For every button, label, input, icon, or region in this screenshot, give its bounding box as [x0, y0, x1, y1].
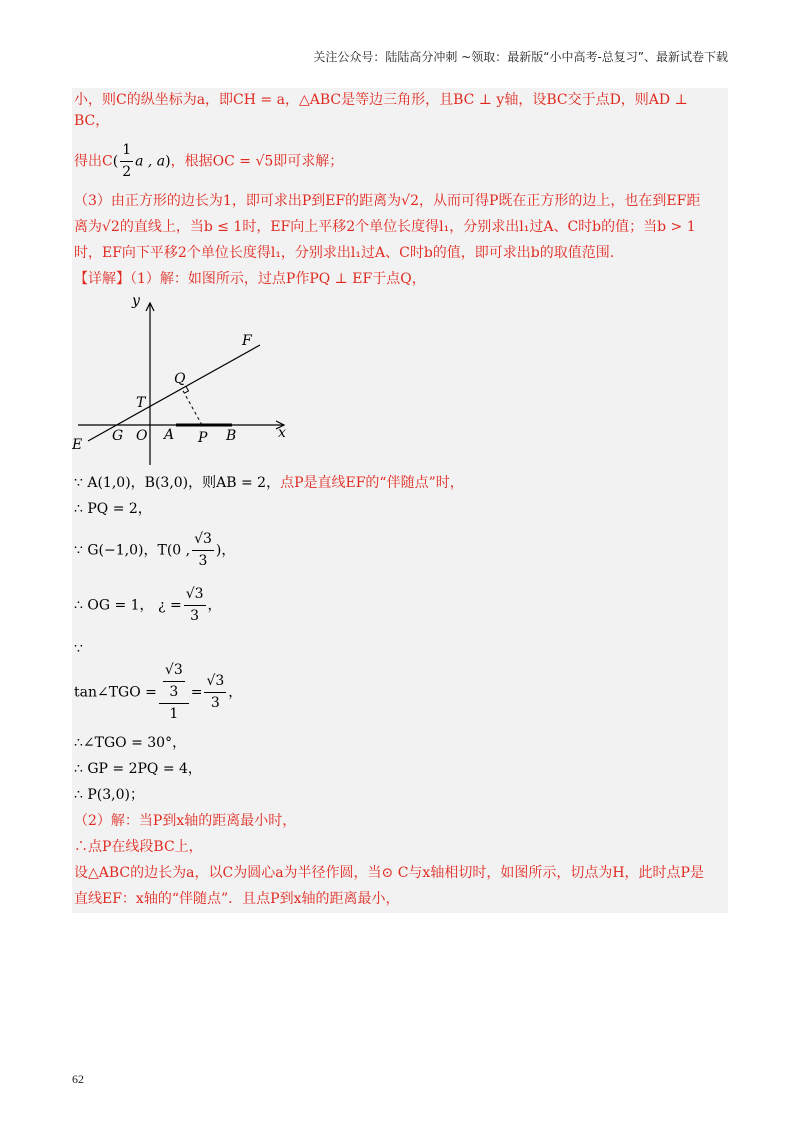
text-line-4: 离为√2的直线上，当b ≤ 1时，EF向上平移2个单位长度得l₁，分别求出l₁过A、C时b的值；当b > 1 [74, 219, 696, 235]
text-segment: ∵ G(−1,0)，T [74, 542, 167, 559]
text-segment: （1）解：如图所示，过点P作PQ ⊥ EF于点Q， [130, 271, 426, 287]
segment-pq [182, 389, 202, 425]
label-t: T [136, 395, 146, 411]
fraction-numerator [159, 660, 189, 704]
text-line-9 [72, 523, 728, 578]
text-line-13: ∴ GP = 2PQ = 4， [74, 761, 202, 777]
fraction-inner [163, 660, 185, 703]
coordinate-figure [72, 293, 728, 471]
label-f: F [242, 333, 252, 349]
fraction-numerator: √3 [204, 671, 226, 693]
text-segment: ∴ OG = 1， ¿ = [74, 597, 182, 614]
page-header: 关注公众号：陆陆高分冲刺 ~领取：最新版“小中高考-总复习”、最新试卷下载 [313, 50, 728, 64]
fraction-denominator: 1 [169, 706, 179, 722]
fraction-numerator: 1 [120, 140, 133, 162]
fraction-sqrt3-over-3 [184, 584, 206, 627]
label-x: x [278, 425, 286, 441]
page-number: 62 [72, 1072, 84, 1086]
text-segment: 点P是直线EF的“伴随点”时， [280, 475, 464, 491]
text-line-7 [72, 471, 728, 497]
fraction-denominator: 3 [190, 608, 200, 624]
fraction-half [120, 140, 133, 183]
text-line-8: ∴ PQ = 2， [74, 501, 152, 517]
text-line-11 [72, 633, 728, 731]
right-angle-mark [184, 387, 188, 394]
fraction-denominator: 3 [198, 553, 208, 569]
text-line-14: ∴ P(3,0)； [74, 787, 144, 803]
text-line-18: 直线EF：x轴的“伴随点”．且点P到x轴的距离最小， [74, 891, 400, 907]
text-segment: a , a [135, 153, 166, 170]
text-line-12: ∴∠TGO = 30°， [74, 735, 187, 751]
paren-close: ) [165, 153, 171, 170]
because-symbol: ∵ [74, 641, 83, 657]
fraction-numerator: √3 [163, 660, 185, 682]
label-b: B [226, 428, 237, 444]
text-line-16: ∴点P在线段BC上， [74, 839, 203, 855]
text-segment: )， [215, 542, 236, 559]
text-segment: (0 , [166, 542, 191, 559]
text-segment: 得出C [74, 153, 113, 170]
fraction-denominator: 3 [169, 684, 179, 700]
fraction-denominator: 3 [210, 695, 220, 711]
text-segment: = [190, 684, 203, 701]
label-p: P [198, 430, 208, 446]
text-segment: ， [207, 597, 222, 614]
detail-tag: 【详解】 [74, 271, 130, 287]
label-e: E [72, 437, 83, 453]
label-g: G [112, 428, 124, 444]
label-y: y [132, 293, 140, 309]
text-line-17: 设△ABC的边长为a，以C为圆心a为半径作圆，当⊙ C与x轴相切时，如图所示，切点为H，此时点P是 [74, 865, 704, 881]
text-line-3: （3）由正方形的边长为1，即可求出P到EF的距离为√2，从而可得P既在正方形的边上，也在到EF距 [74, 193, 701, 209]
solution-block [72, 88, 728, 913]
text-segment: ， [228, 684, 243, 701]
text-segment: ，根据OC = √5即可求解； [170, 153, 344, 170]
fraction-numerator: √3 [184, 584, 206, 606]
label-q: Q [174, 371, 186, 387]
text-segment: tan∠TGO = [74, 684, 157, 701]
figure-svg [72, 293, 332, 471]
fraction-denominator: 2 [122, 164, 132, 180]
text-line-15: （2）解：当P到x轴的距离最小时， [74, 813, 297, 829]
label-a: A [164, 427, 175, 443]
text-line-5: 时，EF向下平移2个单位长度得l₁，分别求出l₁过A、C时b的值，即可求出b的取值范围. [74, 245, 615, 261]
fraction-numerator: √3 [192, 529, 214, 551]
fraction-compound [159, 660, 189, 725]
text-line-1: 小，则C的纵坐标为a，即CH = a，△ABC是等边三角形，且BC ⊥ y轴，设BC交于点D，则AD ⊥ BC， [74, 92, 688, 129]
text-segment: ∵ A(1,0)，B(3,0)，则AB = 2， [74, 475, 281, 491]
label-o: O [136, 428, 148, 444]
fraction-sqrt3-over-3 [192, 529, 214, 572]
text-line-2 [72, 134, 728, 189]
text-line-10 [72, 578, 728, 633]
fraction-sqrt3-over-3 [204, 671, 226, 714]
paren-open: ( [112, 153, 119, 170]
text-line-6 [72, 267, 728, 293]
